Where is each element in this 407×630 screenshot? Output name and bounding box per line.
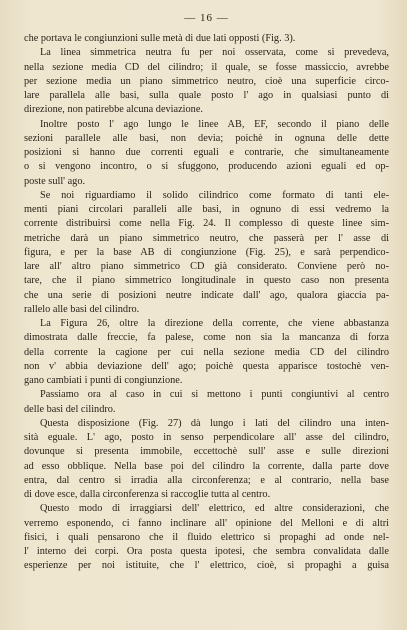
text-line: Passiamo ora al caso in cui si mettono i punti congiuntivi al centro: [40, 389, 389, 401]
text-line: tare, che il piano simmetrico longitudinale in questo caso non presenta: [24, 275, 389, 287]
text-line: gano cambiati i punti di congiunzione.: [24, 375, 183, 386]
page-number: — 16 —: [184, 12, 229, 24]
body-text: [24, 32, 389, 574]
text-line: Inoltre posto l' ago lungo le linee AB, EF, secondo il piano delle: [40, 118, 389, 130]
text-line: metriche darà un piano simmetrico neutro, che passerà per l' asse di: [24, 232, 389, 244]
text-line: della corrente la cagione per cui nella sezione media CD del cilindro: [24, 346, 389, 358]
text-line: rallelo alle basi del cilindro.: [24, 303, 140, 315]
text-line: lare all' altro piano simmetrico CD già considerato. Conviene però no-: [24, 261, 389, 272]
text-line: verremo esponendo, ci fanno inclinare all' opinione del Melloni e di altri: [24, 517, 389, 529]
text-line: non v' abbia deviazione dell' ago; poichè questa apparisce tostochè ven-: [24, 360, 389, 372]
text-line: nella sezione media CD del cilindro; il quale, se fosse massiccio, avrebbe: [24, 61, 389, 73]
text-line: o si vengono incontro, o si sfuggono, producendo azioni eguali ed op-: [24, 161, 389, 173]
text-line: menti piani circolari paralleli alle basi, in ognuno di essi vedremo la: [24, 204, 389, 215]
text-line: dimostrata dalle freccie, fa palese, come non sia la mancanza di forza: [24, 332, 389, 344]
text-line: dovunque si presenta immobile, eccettochè sull' asse e sulle direzioni: [24, 446, 389, 458]
text-line: lare parallela alle basi, sulla quale posto l' ago in qualsiasi punto di: [24, 90, 389, 101]
text-line: esperienze per noi istituite, che l' elettrico, cioè, si propaghi a guisa: [24, 560, 389, 572]
text-line: ad esso obblique. Nella base poi del cilindro la corrente, dalla parte dove: [24, 460, 389, 472]
text-line: di dove esce, dalla circonferenza si raccoglie tutta al centro.: [24, 489, 271, 500]
text-line: La Figura 26, oltre la direzione della corrente, che viene abbastanza: [40, 318, 389, 329]
text-line: poste sull' ago.: [24, 175, 86, 187]
text-line: corrente distribuirsi come nella Fig. 24. Il complesso di queste linee sim-: [24, 218, 389, 230]
text-line: Questa disposizione (Fig. 27) dà lungo i lati del cilindro una inten-: [40, 417, 389, 429]
text-line: fisici, i quali pensarono che il fluido elettrico si propaghi ad onde nel-: [24, 531, 389, 543]
text-line: posizioni si hanno due correnti eguali e contrarie, che simultaneamente: [24, 147, 389, 158]
text-line: Questo modo di irraggiarsi dell' elettrico, ed altre considerazioni, che: [40, 503, 389, 515]
text-line: che portava le congiunzioni sulle metà di due lati opposti (Fig. 3).: [24, 33, 296, 44]
text-line: Se noi riguardiamo il solido cilindrico come formato di tanti ele-: [40, 189, 389, 201]
text-line: La linea simmetrica neutra fu per noi osservata, come si prevedeva,: [40, 47, 389, 59]
text-line: sezioni parallele alle basi, non devia; poichè in ognuna delle dette: [24, 132, 389, 144]
text-line: entra, dal centro si irradia alla circonferenza; e al contrario, nella base: [24, 474, 389, 486]
text-line: per sezione media un piano simmetrico neutro, cioè una superficie circo-: [24, 75, 389, 87]
text-line: che una serie di posizioni neutre indicate dall' ago, qualora giaccia pa-: [24, 289, 389, 301]
text-line: direzione, non patirebbe alcuna deviazione.: [24, 104, 203, 116]
text-line: sità eguale. L' ago, posto in senso perpendicolare all' asse del cilindro,: [24, 432, 389, 443]
text-line: l' interno dei corpi. Ora posta questa ipotesi, che sembra convalidata dalle: [24, 546, 389, 557]
text-line: delle basi del cilindro.: [24, 403, 116, 415]
text-line: figura, e per la base AB di congiunzione (Fig. 25), e sarà perpendico-: [24, 246, 389, 258]
